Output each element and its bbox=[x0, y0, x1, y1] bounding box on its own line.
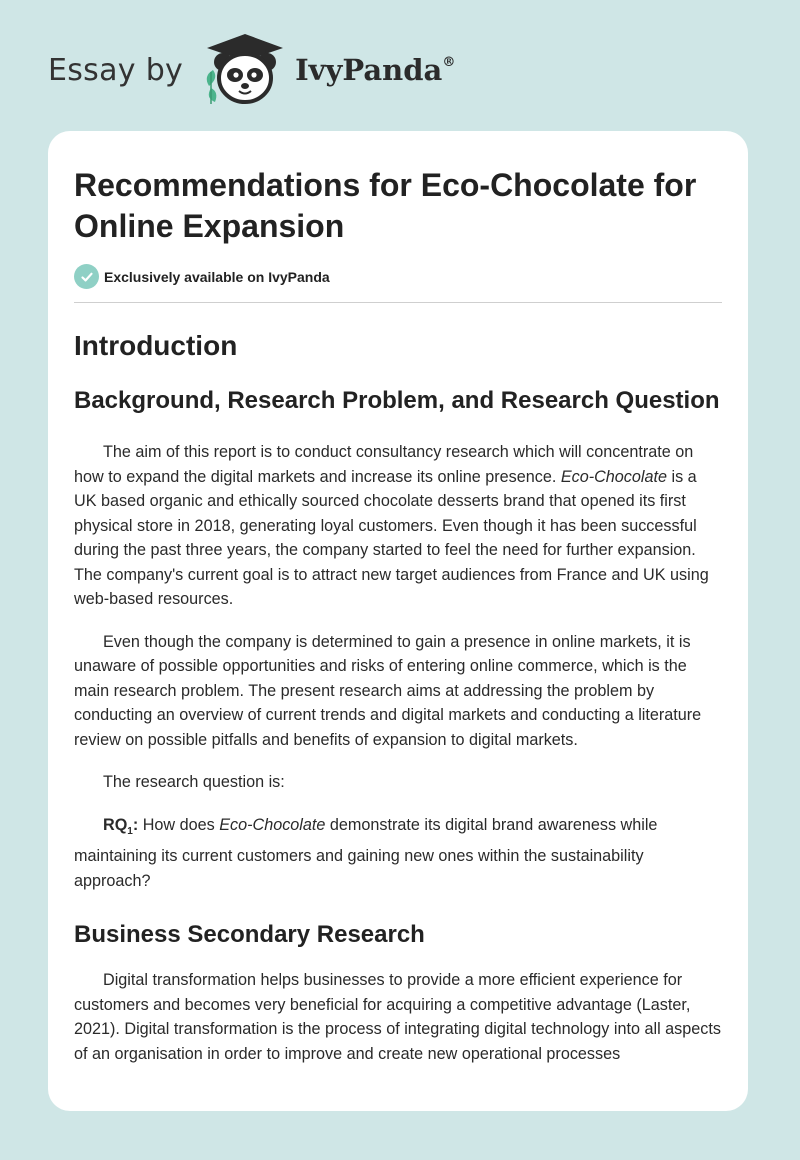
subsection-heading-secondary-research: Business Secondary Research bbox=[74, 921, 425, 949]
paragraph-3: The research question is: bbox=[103, 773, 285, 791]
brand-name[interactable]: IvyPanda® bbox=[295, 53, 456, 87]
subsection-heading-background: Background, Research Problem, and Research Question bbox=[74, 387, 720, 414]
check-circle-icon bbox=[74, 264, 99, 289]
brand-prefix: Essay by bbox=[48, 52, 184, 88]
research-question-label: $RQ_1$: bbox=[103, 815, 139, 837]
paragraph-2: Even though the company is determined to gain a presence in online markets, it is unaware of possible opportunities and risks of entering online commerce, which is the main research problem. The present research aims at addressing the problem by conducting an overview of current trends and digital markets and conducting a literature review on possible pitfalls and benefits of expansion to digital markets. bbox=[74, 632, 702, 749]
exclusive-badge-text: Exclusively available on IvyPanda bbox=[104, 268, 330, 285]
section-heading-introduction: Introduction bbox=[74, 330, 238, 361]
brand-mention: Eco-Chocolate bbox=[219, 815, 326, 834]
divider bbox=[74, 302, 722, 303]
trademark-symbol: ® bbox=[442, 55, 456, 70]
article-title: Recommendations for Eco-Chocolate for Online Expansion bbox=[74, 167, 697, 244]
brand-header bbox=[48, 30, 455, 110]
research-question: $RQ_1$: How does Eco-Chocolate demonstrate its digital brand awareness while maintaining its current customers and gaining new ones within the sustainability approach? bbox=[74, 815, 658, 890]
brand-mention: Eco-Chocolate bbox=[560, 467, 667, 486]
paragraph-1: The aim of this report is to conduct consultancy research which will concentrate on how to expand the digital markets and increase its online presence. Eco-Chocolate is a UK based organic and ethically sourced chocolate desserts brand that opened its first physical store in 2018, generating loyal customers. Even though it has been successful during the past three years, the company started to feel the need for further expansion. The company's current goal is to attract new target audiences from France and UK using web-based resources. bbox=[74, 443, 709, 608]
article-card bbox=[48, 131, 748, 1111]
paragraph-5: Digital transformation helps businesses to provide a more efficient experience for customers and becomes very beneficial for acquiring a competitive advantage (Laster, 2021). Digital transformation is the process of integrating digital technology into all aspects of an organisation in order to improve and create new operational processes bbox=[74, 971, 721, 1063]
exclusive-badge bbox=[74, 264, 722, 289]
panda-graduation-cap-icon[interactable] bbox=[197, 28, 289, 113]
